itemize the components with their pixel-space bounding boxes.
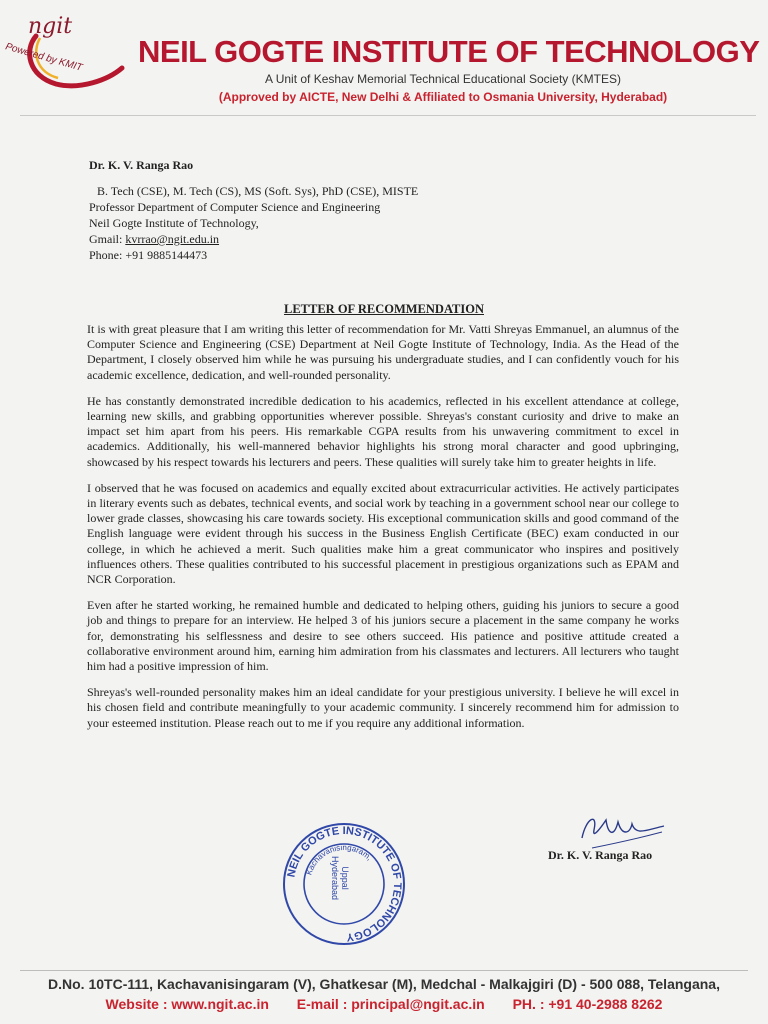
letter-title: LETTER OF RECOMMENDATION xyxy=(283,302,484,316)
paragraph: I observed that he was focused on academics and equally excited about extracurricular activities. He actively participates in literary events such as debates, technical events, and social work by teaching in a government school near our college to lower grade classes, showcasing his care towards society. His exceptional communication skills and good command of the English language were evident through his success in the Business English Certificate (BEC) exam conducted in our college, in which he achieved a merit. Such qualities make him a great communicator who inspires and positively influences others. These qualities contributed to his successful placement in prestigious organizations such as EPAM and NCR Corporation. xyxy=(87,480,679,587)
footer-contacts xyxy=(20,996,748,1012)
logo-powered-by: Powered by KMIT xyxy=(4,41,84,74)
sender-degrees: B. Tech (CSE), M. Tech (CS), MS (Soft. Sys), PhD (CSE), MISTE xyxy=(97,184,419,198)
letter-body xyxy=(87,322,679,742)
institute-subtitle: A Unit of Keshav Memorial Technical Educational Society (KMTES) xyxy=(265,72,621,86)
footer-divider xyxy=(20,970,748,971)
institute-approval: (Approved by AICTE, New Delhi & Affiliated to Osmania University, Hyderabad) xyxy=(218,90,668,104)
header-divider xyxy=(20,115,756,116)
sender-gmail xyxy=(89,231,689,247)
stamp-center-text: Uppal Hyderabad xyxy=(330,855,350,901)
signatory-name: Dr. K. V. Ranga Rao xyxy=(548,848,653,862)
paragraph: Even after he started working, he remained humble and dedicated to helping others, guiding his juniors to secure a good job and things to prepare for an interview. He helped 3 of his juniors secure a placement in the same company he works for, demonstrating his selflessness and desire to see others succeed. His patience and positive attitude created a collaborative environment around him, earning him admiration from his classmates and lecturers. All lecturers who taught him had a positive impression of him. xyxy=(87,598,679,674)
sender-block xyxy=(89,157,689,263)
sender-email-link[interactable]: kvrrao@ngit.edu.in xyxy=(125,232,220,246)
paragraph: He has constantly demonstrated incredible dedication to his academics, reflected in his excellent attendance at college, learning new skills, and grabbing opportunities wherever possible. Shreyas's constant curiosity and drive to make an impact set him apart from his peers. His remarkable CGPA results from his unwavering commitment to excel in academics. Additionally, his well-mannered behavior highlights his strong moral character and good upbringing, showcased by his respect towards his lecturers and peers. These qualities will surely take him to greater heights in life. xyxy=(87,393,679,469)
footer-address: D.No. 10TC-111, Kachavanisingaram (V), Ghatkesar (M), Medchal - Malkajgiri (D) - 500 088, Telangana, xyxy=(48,976,720,992)
sender-institute: Neil Gogte Institute of Technology, xyxy=(89,216,259,230)
footer-phone: PH. : +91 40-2988 8262 xyxy=(512,996,663,1012)
stamp-outer-text: NEIL GOGTE INSTITUTE OF TECHNOLOGY xyxy=(285,824,404,944)
footer-website-link[interactable]: Website : www.ngit.ac.in xyxy=(105,996,269,1012)
institute-name: NEIL GOGTE INSTITUTE OF TECHNOLOGY xyxy=(138,34,760,69)
sender-phone: Phone: +91 9885144473 xyxy=(89,248,208,262)
gmail-label: Gmail: xyxy=(89,232,126,246)
footer-email-link[interactable]: E-mail : principal@ngit.ac.in xyxy=(296,996,485,1012)
sender-name: Dr. K. V. Ranga Rao xyxy=(89,158,194,172)
sender-position: Professor Department of Computer Science and Engineering xyxy=(89,200,381,214)
stamp-inner-text: Kachavanisingaram, xyxy=(304,842,374,877)
paragraph: Shreyas's well-rounded personality makes him an ideal candidate for your prestigious university. I believe he will excel in his chosen field and contribute meaningfully to your academic community. I sincerely recommend him for admission to your esteemed institution. Please reach out to me if you require any additional information. xyxy=(87,685,679,730)
logo-wordmark: ngit xyxy=(28,14,73,39)
paragraph: It is with great pleasure that I am writing this letter of recommendation for Mr. Vatti Shreyas Emmanuel, an alumnus of the Computer Science and Engineering (CSE) Department at Neil Gogte Institute of Technology, India. As the Head of the Department, I closely observed him while he was pursuing his undergraduate studies, and I can confidently vouch for his academic excellence, dedication, and well-rounded personality. xyxy=(87,322,679,382)
